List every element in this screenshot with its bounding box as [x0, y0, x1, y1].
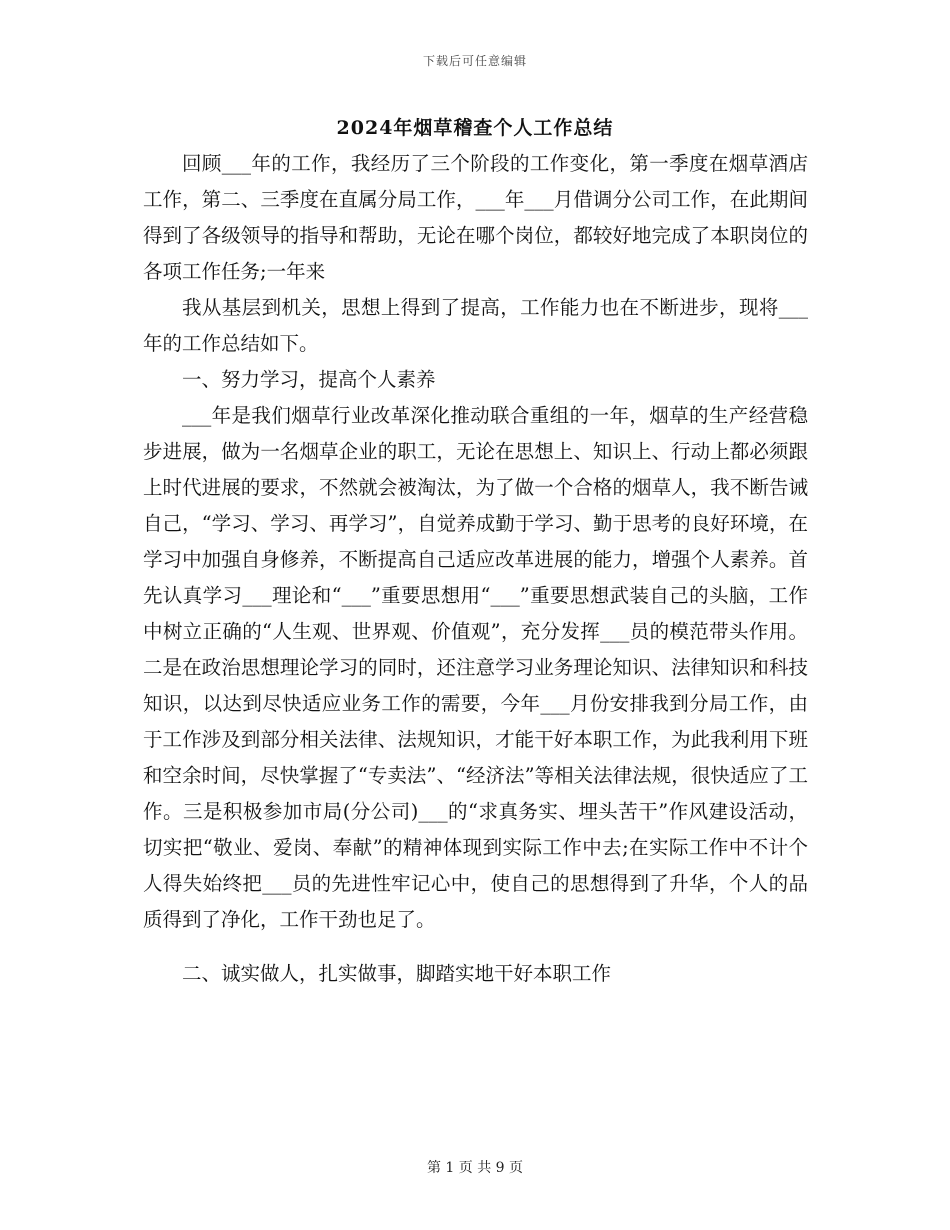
document-body: [143, 146, 808, 992]
header-note: 下载后可任意编辑: [422, 54, 527, 68]
section-heading-2: 二、诚实做人，扎实做事，脚踏实地干好本职工作: [182, 962, 612, 985]
document-title: 2024年烟草稽查个人工作总结: [336, 117, 614, 139]
section-heading-1: 一、努力学习，提高个人素养: [182, 368, 436, 391]
paragraph-study: ___年是我们烟草行业改革深化推动联合重组的一年，烟草的生产经营稳步进展，做为一名烟草企业的职工，无论在思想上、知识上、行动上都必须跟上时代进展的要求，不然就会被淘汰，为了做一个合格的烟草人，我不断告诫自己，“学习、学习、再学习”，自觉养成勤于学习、勤于思考的良好环境，在学习中加强自身修养，不断提高自己适应改革进展的能力，增强个人素养。首先认真学习___理论和“___”重要思想用“___”重要思想武装自己的头脑，工作中树立正确的“人生观、世界观、价值观”，充分发挥___员的模范带头作用。二是在政治思想理论学习的同时，还注意学习业务理论知识、法律知识和科技知识，以达到尽快适应业务工作的需要，今年___月份安排我到分局工作，由于工作涉及到部分相关法律、法规知识，才能干好本职工作，为此我利用下班和空余时间，尽快掌握了“专卖法”、“经济法”等相关法律法规，很快适应了工作。三是积极参加市局(分公司)___的“求真务实、埋头苦干”作风建设活动，切实把“敬业、爱岗、奉献”的精神体现到实际工作中去;在实际工作中不计个人得失始终把___员的先进性牢记心中，使自己的思想得到了升华，个人的品质得到了净化，工作干劲也足了。: [143, 404, 808, 931]
paragraph-intro: 回顾___年的工作，我经历了三个阶段的工作变化，第一季度在烟草酒店工作，第二、三季度在直属分局工作，___年___月借调分公司工作，在此期间得到了各级领导的指导和帮助，无论在哪个岗位，都较好地完成了本职岗位的各项工作任务;一年来: [143, 152, 808, 283]
paragraph-summary-lead: 我从基层到机关，思想上得到了提高，工作能力也在不断进步，现将___年的工作总结如下。: [143, 296, 808, 355]
page-number: 第 1 页 共 9 页: [426, 1160, 524, 1176]
